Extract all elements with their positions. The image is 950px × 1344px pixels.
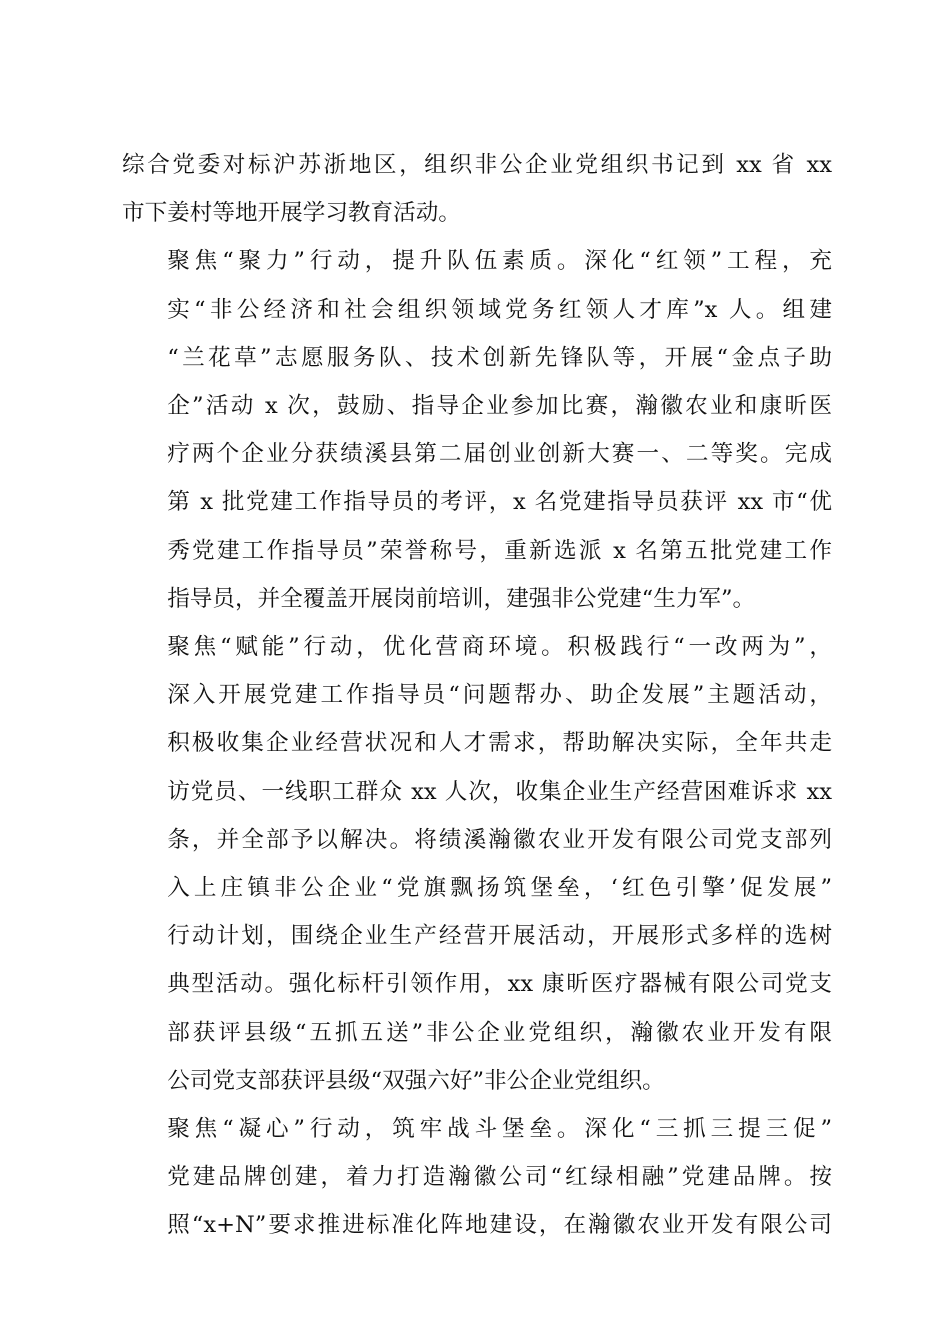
text-line: 实“非公经济和社会组织领域党务红领人才库”x 人。组建 [167, 296, 832, 323]
text-line: 深入开展党建工作指导员“问题帮办、助企发展”主题活动， [167, 682, 832, 709]
text-line: 访党员、一线职工群众 xx 人次，收集企业生产经营困难诉求 xx [167, 778, 832, 805]
text-line: 部获评县级“五抓五送”非公企业党组织，瀚徽农业开发有限 [167, 1019, 832, 1046]
text-line: 聚焦“凝心”行动，筑牢战斗堡垒。深化“三抓三提三促” [167, 1116, 832, 1143]
paragraph-funeng-action [122, 623, 832, 1105]
text-line: 典型活动。强化标杆引领作用，xx 康昕医疗器械有限公司党支 [167, 971, 832, 998]
text-line: 指导员，并全覆盖开展岗前培训，建强非公党建“生力军”。 [167, 585, 756, 612]
text-line: 第 x 批党建工作指导员的考评，x 名党建指导员获评 xx 市“优 [167, 489, 832, 516]
text-line: 市下姜村等地开展学习教育活动。 [122, 200, 461, 227]
text-line: 照“x+N”要求推进标准化阵地建设，在瀚徽农业开发有限公司 [167, 1212, 832, 1239]
paragraph-juli-action [122, 237, 832, 623]
paragraph-ningxin-action [122, 1105, 832, 1250]
text-line: 疗两个企业分获绩溪县第二届创业创新大赛一、二等奖。完成 [167, 441, 832, 468]
text-line: 党建品牌创建，着力打造瀚徽公司“红绿相融”党建品牌。按 [167, 1164, 832, 1191]
text-line: 公司党支部获评县级“双强六好”非公企业党组织。 [167, 1067, 665, 1094]
text-line: 聚焦“聚力”行动，提升队伍素质。深化“红领”工程，充 [167, 248, 832, 275]
text-line: 入上庄镇非公企业“党旗飘扬筑堡垒，‘红色引擎’促发展” [167, 875, 832, 902]
text-line: 综合党委对标沪苏浙地区，组织非公企业党组织书记到 xx 省 xx [122, 152, 832, 178]
document-body [122, 141, 832, 1250]
text-line: 聚焦“赋能”行动，优化营商环境。积极践行“一改两为”， [167, 634, 832, 661]
text-line: 秀党建工作指导员”荣誉称号，重新选派 x 名第五批党建工作 [167, 537, 832, 564]
paragraph-study-activity [122, 141, 832, 237]
text-line: 行动计划，围绕企业生产经营开展活动，开展形式多样的选树 [167, 923, 832, 950]
text-line: 条，并全部予以解决。将绩溪瀚徽农业开发有限公司党支部列 [167, 826, 832, 853]
text-line: 积极收集企业经营状况和人才需求，帮助解决实际，全年共走 [167, 730, 832, 757]
text-line: 企”活动 x 次，鼓励、指导企业参加比赛，瀚徽农业和康昕医 [167, 393, 832, 420]
text-line: “兰花草”志愿服务队、技术创新先锋队等，开展“金点子助 [167, 344, 832, 371]
